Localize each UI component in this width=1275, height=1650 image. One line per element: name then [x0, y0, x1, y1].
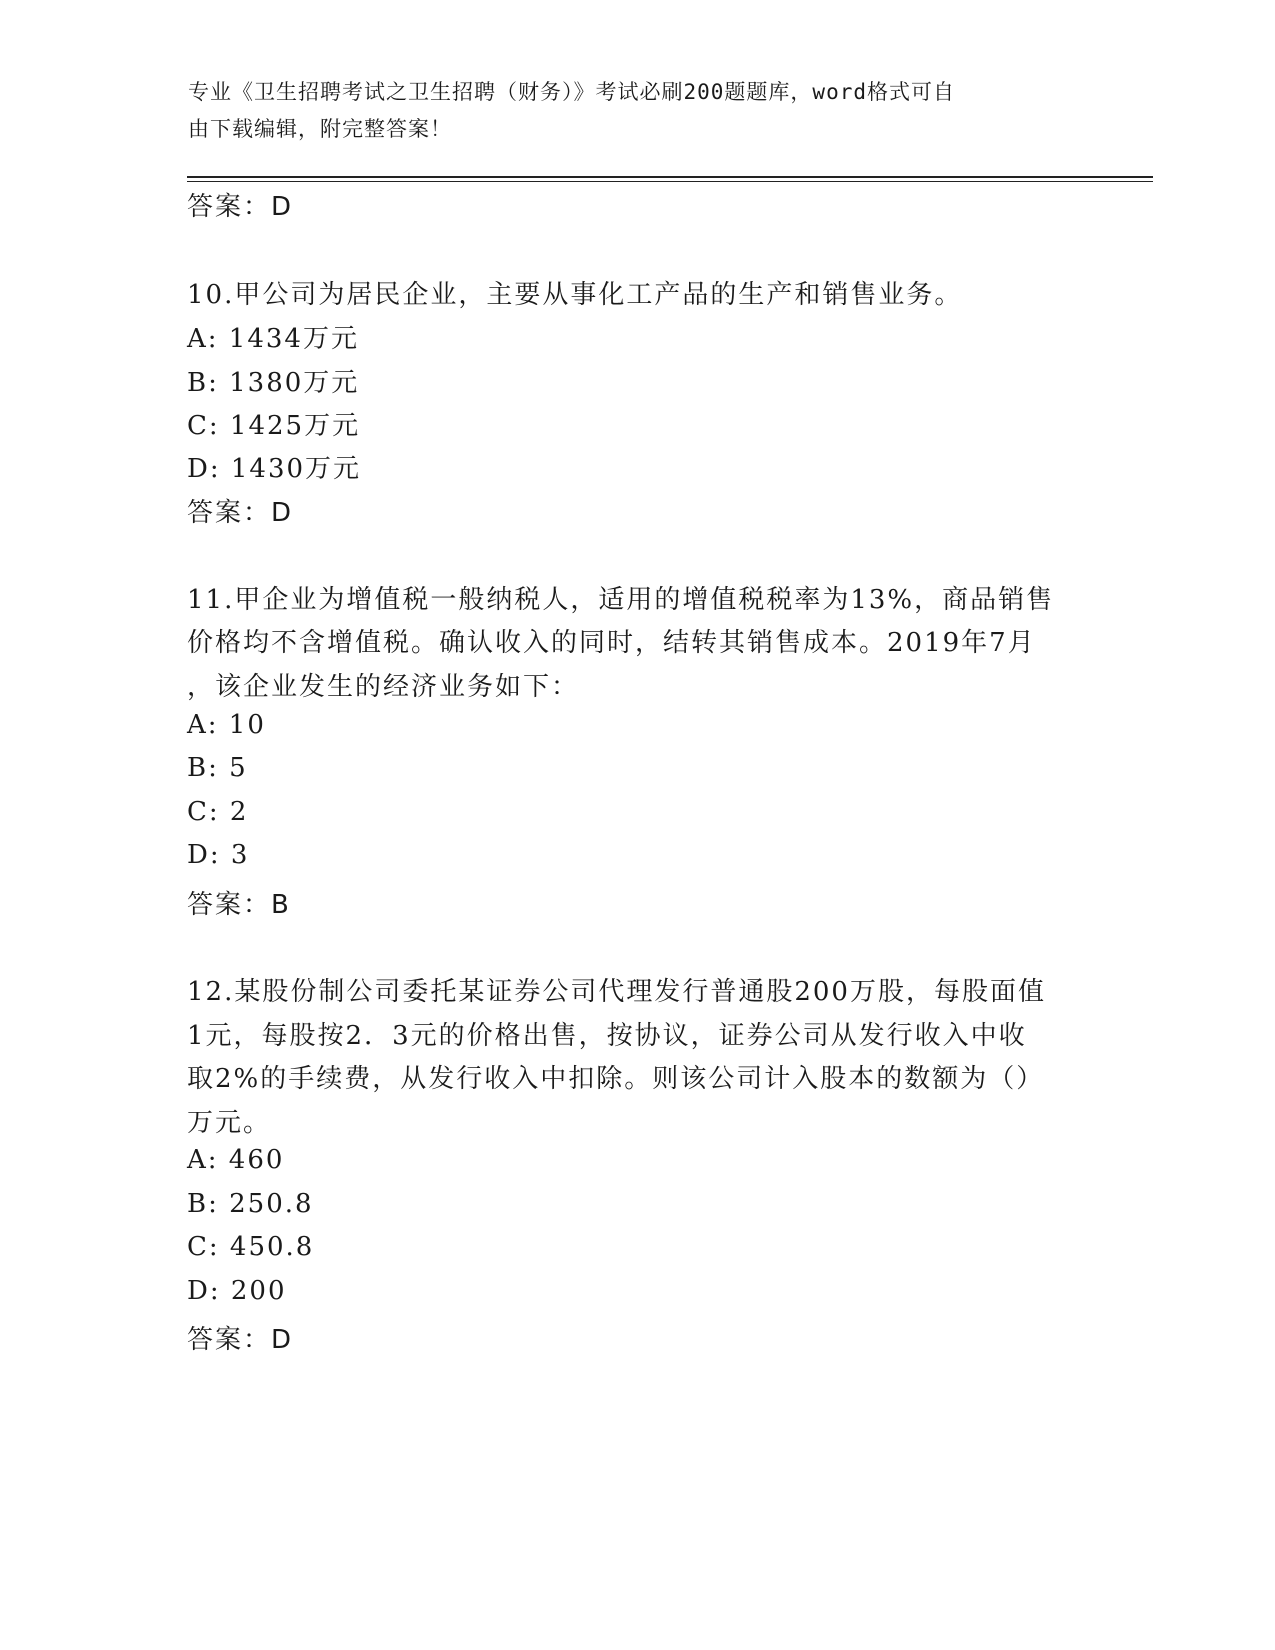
- header-rule-thin: [187, 181, 1153, 182]
- answer-q11: 答案：B: [187, 890, 291, 920]
- header-line-1: 专业《卫生招聘考试之卫生招聘（财务）》考试必刷200题题库，word格式可自: [188, 80, 955, 104]
- q10-option-c: C: 1425万元: [187, 411, 361, 441]
- q10-option-d: D: 1430万元: [187, 454, 362, 484]
- q11-stem-line-1: 11.甲企业为增值税一般纳税人，适用的增值税税率为13%，商品销售: [187, 585, 1055, 615]
- q11-option-b: B: 5: [187, 753, 248, 783]
- header-line-2: 由下载编辑，附完整答案！: [188, 117, 452, 141]
- document-header: [188, 74, 1068, 148]
- answer-q10: 答案：D: [187, 498, 294, 528]
- q12-stem-line-4: 万元。: [187, 1108, 272, 1138]
- q10-stem-line-1: 10.甲公司为居民企业，主要从事化工产品的生产和销售业务。: [187, 280, 963, 310]
- q12-option-d: D: 200: [187, 1276, 287, 1306]
- q12-stem-line-2: 1元，每股按2．3元的价格出售，按协议，证券公司从发行收入中收: [187, 1021, 1027, 1051]
- answer-q9: 答案：D: [187, 192, 294, 222]
- q11-option-a: A: 10: [187, 710, 266, 740]
- q11-stem-line-3: ，该企业发生的经济业务如下：: [187, 672, 580, 702]
- q12-stem-line-3: 取2%的手续费，从发行收入中扣除。则该公司计入股本的数额为（）: [187, 1064, 1045, 1094]
- q11-option-d: D: 3: [187, 840, 250, 870]
- q10-option-a: A: 1434万元: [187, 324, 359, 354]
- q10-option-b: B: 1380万元: [187, 368, 360, 398]
- q12-stem-line-1: 12.某股份制公司委托某证券公司代理发行普通股200万股，每股面值: [187, 977, 1046, 1007]
- q11-stem-line-2: 价格均不含增值税。确认收入的同时，结转其销售成本。2019年7月: [187, 628, 1036, 658]
- q12-option-a: A: 460: [187, 1145, 285, 1175]
- header-rule-thick: [187, 176, 1153, 178]
- q12-option-b: B: 250.8: [187, 1189, 314, 1219]
- q12-option-c: C: 450.8: [187, 1232, 315, 1262]
- q11-option-c: C: 2: [187, 797, 249, 827]
- answer-q12: 答案：D: [187, 1325, 294, 1355]
